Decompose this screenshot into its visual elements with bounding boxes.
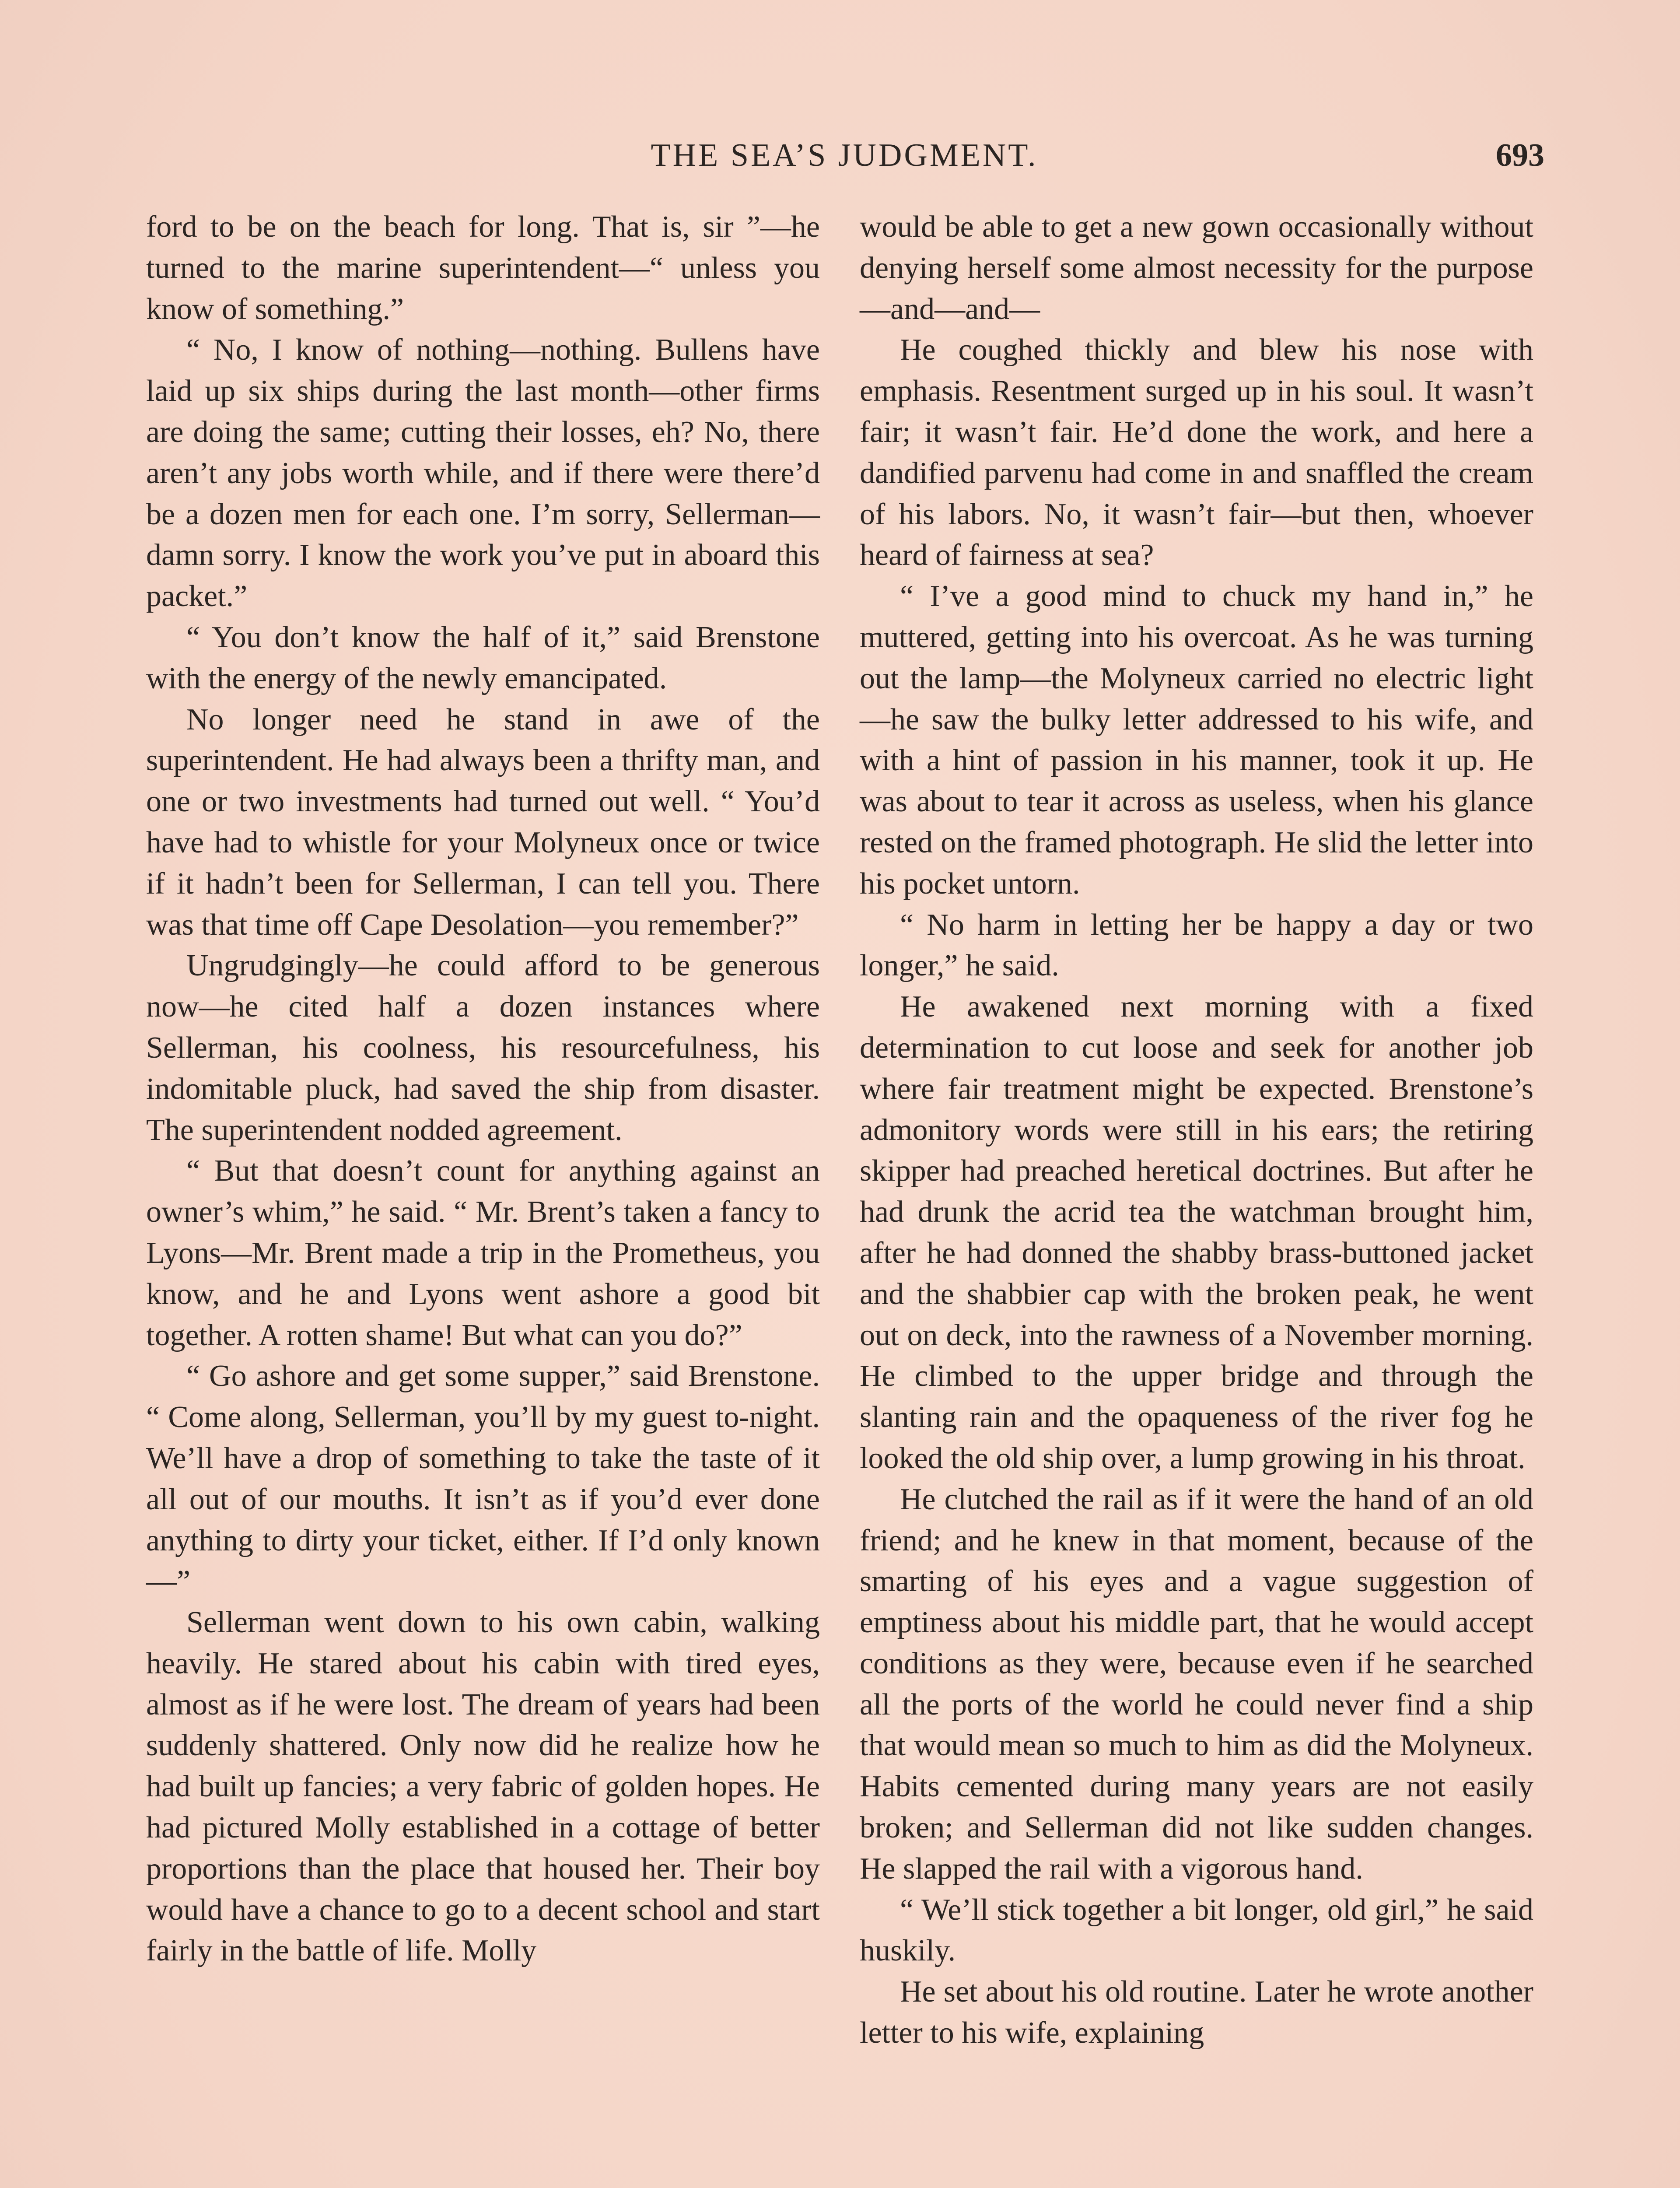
left-column <box>146 207 820 1971</box>
paragraph: He coughed thickly and blew his nose with emphasis. Resentment surged up in his soul. It wasn’t fair; it wasn’t fair. He’d done the work, and here a dandified parvenu had come in and snaffled the cream of his labors. No, it wasn’t fair—but then, whoever heard of fairness at sea? <box>860 333 1533 572</box>
paragraph: He awakened next morning with a fixed determination to cut loose and seek for another job where fair treatment might be expected. Brenstone’s admonitory words were still in his ears; the retiring skipper had preached heretical doctrines. But after he had drunk the acrid tea the watchman brought him, after he had donned the shabby brass-buttoned jacket and the shabbier cap with the broken peak, he went out on deck, into the rawness of a November morning. He climbed to the upper bridge and through the slanting rain and the opaqueness of the river fog he looked the old ship over, a lump growing in his throat. <box>860 990 1533 1475</box>
paragraph: “ But that doesn’t count for anything against an owner’s whim,” he said. “ Mr. Brent’s taken a fancy to Lyons—Mr. Brent made a trip in the Prometheus, you know, and he and Lyons went ashore a good bit together. A rotten shame! But what can you do?” <box>146 1154 820 1352</box>
paragraph: “ I’ve a good mind to chuck my hand in,” he muttered, getting into his overcoat. As he was turning out the lamp—the Molyneux carried no electric light—he saw the bulky letter addressed to his wife, and with a hint of passion in his manner, took it up. He was about to tear it across as useless, when his glance rested on the framed photograph. He slid the letter into his pocket untorn. <box>860 579 1533 901</box>
paragraph: “ Go ashore and get some supper,” said Brenstone. “ Come along, Sellerman, you’ll by my guest to-night. We’ll have a drop of something to take the taste of it all out of our mouths. It isn’t as if you’d ever done anything to dirty your ticket, either. If I’d only known—” <box>146 1359 820 1599</box>
page-number: 693 <box>1496 137 1544 173</box>
paragraph: “ No harm in letting her be happy a day or two longer,” he said. <box>860 908 1533 983</box>
paragraph: would be able to get a new gown occasionally without denying herself some almost necessity for the purpose—and—and— <box>860 210 1533 326</box>
paragraph: “ We’ll stick together a bit longer, old girl,” he said huskily. <box>860 1893 1533 1968</box>
paragraph: “ No, I know of nothing—nothing. Bullens have laid up six ships during the last month—other firms are doing the same; cutting their losses, eh? No, there aren’t any jobs worth while, and if there were there’d be a dozen men for each one. I’m sorry, Sellerman—damn sorry. I know the work you’ve put in aboard this packet.” <box>146 333 820 614</box>
right-column <box>860 207 1533 2054</box>
paragraph: He set about his old routine. Later he wrote another letter to his wife, explaining <box>860 1975 1533 2050</box>
paragraph: “ You don’t know the half of it,” said Brenstone with the energy of the newly emancipated. <box>146 620 820 695</box>
paragraph: Ungrudgingly—he could afford to be generous now—he cited half a dozen instances where Sellerman, his coolness, his resourcefulness, his indomitable pluck, had saved the ship from disaster. The superintendent nodded agreement. <box>146 949 820 1147</box>
paragraph: Sellerman went down to his own cabin, walking heavily. He stared about his cabin with tired eyes, almost as if he were lost. The dream of years had been suddenly shattered. Only now did he realize how he had built up fancies; a very fabric of golden hopes. He had pictured Molly established in a cottage of better proportions than the place that housed her. Their boy would have a chance to go to a decent school and start fairly in the battle of life. Molly <box>146 1606 820 1968</box>
paragraph: He clutched the rail as if it were the hand of an old friend; and he knew in that moment, because of the smarting of his eyes and a vague suggestion of emptiness about his middle part, that he would accept conditions as they were, because even if he searched all the ports of the world he could never find a ship that would mean so much to him as did the Molyneux. Habits cemented during many years are not easily broken; and Sellerman did not like sudden changes. He slapped the rail with a vigorous hand. <box>860 1482 1533 1886</box>
paragraph: ford to be on the beach for long. That is, sir ”—he turned to the marine superintendent—“ unless you know of something.” <box>146 210 820 326</box>
page-header <box>144 131 1544 179</box>
paragraph: No longer need he stand in awe of the superintendent. He had always been a thrifty man, and one or two investments had turned out well. “ You’d have had to whistle for your Molyneux once or twice if it hadn’t been for Sellerman, I can tell you. There was that time off Cape Desolation—you remember?” <box>146 702 820 942</box>
running-title: THE SEA’S JUDGMENT. <box>651 137 1038 173</box>
